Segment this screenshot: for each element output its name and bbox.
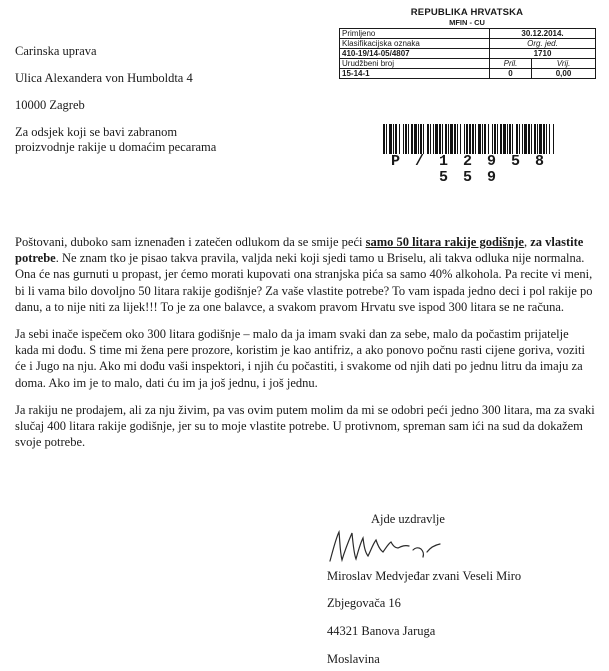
closing-greeting: Ajde uzdravlje [371,512,445,526]
stamp-class-label: Klasifikacijska oznaka [340,39,490,49]
stamp-received-label: Primljeno [340,29,490,39]
p1-emphasis-own-needs: za vlastite potrebe [15,235,584,266]
closing-sender-name: Miroslav Medvjeđar zvani Veseli Miro [327,569,522,583]
stamp-value-label: Vrij. [532,59,596,69]
closing-region: Moslavina [327,652,380,666]
stamp-header: REPUBLIKA HRVATSKA [410,7,524,18]
recipient-dept-line1: Za odsjek koji se bavi zabranom [15,125,178,139]
p1-sep: , [523,235,531,249]
recipient-org: Carinska uprava [15,44,97,58]
stamp-received-date: 30.12.2014. [490,29,596,39]
recipient-address [15,44,216,155]
stamp-reg-label: Urudžbeni broj [340,59,490,69]
closing-street: Zbjegovača 16 [327,596,401,610]
recipient-dept-line2: proizvodnje rakije u domaćim pecarama [15,140,217,154]
closing-city: 44321 Banova Jaruga [327,624,436,638]
letter-paragraph-2: Ja sebi inače ispečem oko 300 litara godišnje – malo da ja imam svaki dan za sebe, malo da počastim prijatelje kada mi dođu. S time mi žena pere prozore, koristim je kao antifriz, a ako ponovo počnu rasti cijene goriva, voziti će i Jugo na nju. Ako mi dođu vaši inspektori, i njih ću počastiti, i svakome od njih dati po jednu litru da imaju za doma. Ako im je to malo, dati ću im ja još jednu, i još jednu. [15,327,585,390]
stamp-attach-value: 0 [490,69,532,79]
stamp-value-value: 0,00 [532,69,596,79]
barcode-number: P / 1 2 9 5 8 5 5 9 [383,154,555,186]
recipient-city: 10000 Zagreb [15,98,85,112]
stamp-org-unit-label: Org. jed. [490,39,596,49]
recipient-street: Ulica Alexandera von Humboldta 4 [15,71,193,85]
stamp-class-number: 410-19/14-05/4807 [340,49,490,59]
handwritten-signature [327,528,447,564]
p1-intro: Poštovani, duboko sam iznenađen i zatečen odlukom da se smije peći [15,235,366,249]
registry-stamp [339,8,595,79]
barcode [383,124,555,186]
stamp-table [339,28,596,79]
stamp-org-unit-value: 1710 [490,49,596,59]
p1-emphasis-limit: samo 50 litara rakije godišnje [365,235,524,249]
letter-body [15,234,595,461]
p1-rest: . Ne znam tko je pisao takva pravila, valjda neki koji sjedi tamo u Briselu, ali takva odluka nije normalna. Ona će nas gurnuti u propast, jer ćemo morati kupovati ona stranjska pića sa samo 40% alkohola. Pa recite vi meni, bi li vama bilo dovoljno 50 litara rakije godišnje? Za vaše vlastite potrebe? To vam ispada jedno deci i pol rakije po danu, a to nije niti za lijek!!! To je za one balavce, a svakom pravom Hrvatu sve ispod 300 litara se ne računa. [15,251,593,314]
barcode-space [554,124,555,158]
stamp-reg-number: 15-14-1 [340,69,490,79]
stamp-attach-label: Pril. [490,59,532,69]
letter-paragraph-3: Ja rakiju ne prodajem, ali za nju živim, pa vas ovim putem molim da mi se odobri peći jedno 300 litara, ma za svaki slučaj 400 litara rakije godišnje, jer su to moje vlastite potrebe. U protivnom, spreman sam ići na sud da dokažem svoje potrebe. [15,402,595,450]
stamp-subheader: MFIN - CU [449,18,485,27]
letter-paragraph-1 [15,234,595,315]
